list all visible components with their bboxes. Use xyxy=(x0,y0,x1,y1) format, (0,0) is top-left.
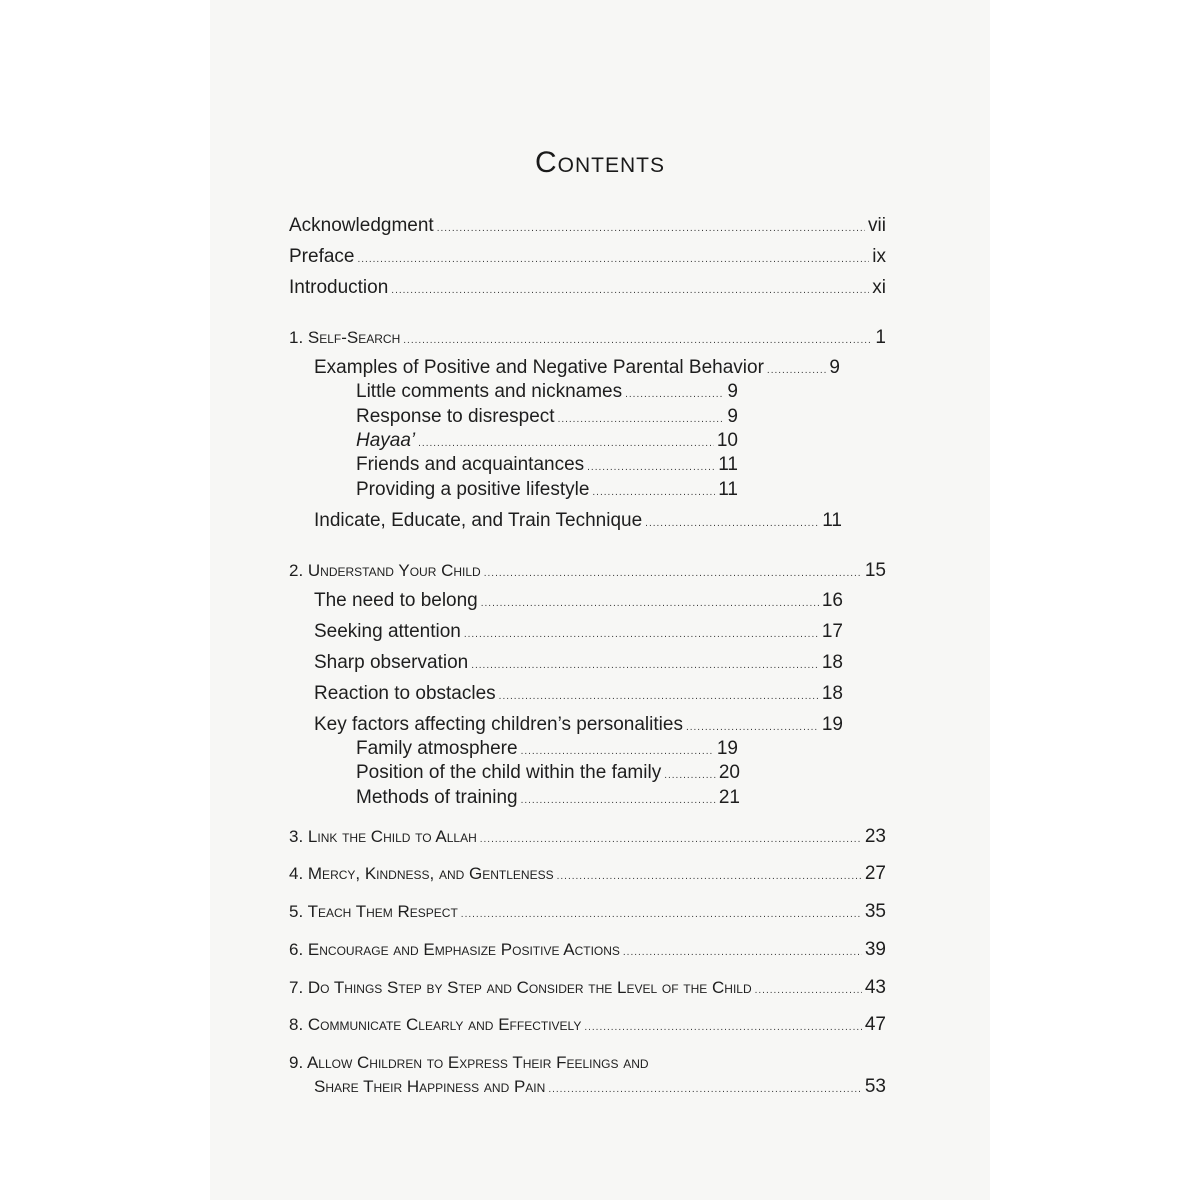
dot-leader xyxy=(471,654,819,678)
toc-entry-page: xi xyxy=(872,277,886,298)
toc-entry-label: Acknowledgment xyxy=(289,215,434,236)
toc-entry-label: Introduction xyxy=(289,277,389,298)
toc-section-page: 19 xyxy=(821,714,843,735)
toc-section-label: Sharp observation xyxy=(314,652,469,673)
toc-subsection xyxy=(356,429,738,456)
toc-chapter-1 xyxy=(289,326,886,353)
toc-section-page: 11 xyxy=(822,510,842,531)
toc-chapter-label-continued: Share Their Happiness and Pain xyxy=(314,1077,546,1096)
toc-entry-introduction xyxy=(289,276,886,303)
dot-leader xyxy=(461,903,862,927)
toc-subsection-label: Friends and acquaintances xyxy=(356,454,585,475)
toc-chapter-label: 1. Self-Search xyxy=(289,328,401,347)
toc-chapter-8 xyxy=(289,1013,886,1040)
toc-section-page: 17 xyxy=(821,621,843,642)
toc-chapter-label: 5. Teach Them Respect xyxy=(289,902,458,921)
toc-subsection-page: 19 xyxy=(716,738,738,759)
dot-leader xyxy=(584,1016,862,1040)
toc-chapter-5 xyxy=(289,900,886,927)
toc-subsection-page: 20 xyxy=(718,762,740,783)
toc-section xyxy=(314,682,843,709)
dot-leader xyxy=(521,789,716,813)
toc-entry-preface xyxy=(289,245,886,272)
toc-chapter-4 xyxy=(289,862,886,889)
toc-entry-acknowledgment xyxy=(289,214,886,241)
dot-leader xyxy=(767,359,827,383)
toc-chapter-3 xyxy=(289,825,886,852)
dot-leader xyxy=(391,279,869,303)
toc-chapter-page: 53 xyxy=(864,1076,886,1097)
toc-chapter-label: 6. Encourage and Emphasize Positive Actions xyxy=(289,940,620,959)
toc-subsection xyxy=(356,453,738,480)
toc-section xyxy=(314,509,842,536)
toc-subsection-page: 9 xyxy=(727,381,738,402)
toc-chapter-page: 39 xyxy=(864,939,886,960)
toc-section xyxy=(314,620,843,647)
dot-leader xyxy=(481,592,819,616)
toc-subsection-label: Response to disrespect xyxy=(356,406,555,427)
toc-section-label: The need to belong xyxy=(314,590,478,611)
toc-subsection xyxy=(356,737,738,764)
toc-subsection xyxy=(356,380,738,407)
dot-leader xyxy=(484,562,862,586)
dot-leader xyxy=(645,512,819,536)
toc-chapter-label: 7. Do Things Step by Step and Consider the Level of the Child xyxy=(289,978,752,997)
toc-subsection-label: Providing a positive lifestyle xyxy=(356,479,590,500)
toc-section-label: Examples of Positive and Negative Parental Behavior xyxy=(314,357,764,378)
toc-section-page: 9 xyxy=(829,357,840,378)
toc-section-page: 18 xyxy=(821,683,843,704)
toc-entry-label: Preface xyxy=(289,246,355,267)
dot-leader xyxy=(587,456,715,480)
dot-leader xyxy=(548,1078,862,1102)
toc-section xyxy=(314,713,843,740)
toc-chapter-7 xyxy=(289,976,886,1003)
toc-subsection-page: 21 xyxy=(718,787,740,808)
toc-entry-page: ix xyxy=(872,246,886,267)
toc-subsection xyxy=(356,478,738,505)
toc-subsection-page: 9 xyxy=(727,406,738,427)
dot-leader xyxy=(437,217,865,241)
dot-leader xyxy=(664,764,716,788)
toc-chapter-label: 2. Understand Your Child xyxy=(289,561,481,580)
toc-subsection-label: Family atmosphere xyxy=(356,738,518,759)
toc-subsection-label: Methods of training xyxy=(356,787,518,808)
dot-leader xyxy=(557,865,862,889)
toc-section-page: 18 xyxy=(821,652,843,673)
toc-chapter-page: 43 xyxy=(864,977,886,998)
dot-leader xyxy=(592,481,715,505)
toc-chapter-page: 27 xyxy=(864,863,886,884)
toc-subsection xyxy=(356,786,740,813)
toc-chapter-page: 15 xyxy=(864,560,886,581)
dot-leader xyxy=(403,329,872,353)
toc-section xyxy=(314,356,840,383)
toc-section xyxy=(314,589,843,616)
toc-section-label: Key factors affecting children’s personalities xyxy=(314,714,683,735)
toc-subsection-page: 11 xyxy=(718,479,738,500)
toc-chapter-label: 3. Link the Child to Allah xyxy=(289,827,477,846)
toc-chapter-9 xyxy=(314,1075,886,1102)
dot-leader xyxy=(625,383,724,407)
dot-leader xyxy=(464,623,819,647)
toc-subsection-page: 11 xyxy=(718,454,738,475)
toc-section-page: 16 xyxy=(821,590,843,611)
toc-chapter-page: 35 xyxy=(864,901,886,922)
toc-subsection xyxy=(356,761,740,788)
toc-subsection-label: Little comments and nicknames xyxy=(356,381,623,402)
toc-chapter-label: 8. Communicate Clearly and Effectively xyxy=(289,1015,582,1034)
toc-chapter-label: 4. Mercy, Kindness, and Gentleness xyxy=(289,864,554,883)
toc-subsection-label: Position of the child within the family xyxy=(356,762,662,783)
dot-leader xyxy=(623,941,862,965)
toc-section-label: Indicate, Educate, and Train Technique xyxy=(314,510,643,531)
toc-chapter-9-label: 9. Allow Children to Express Their Feelings and xyxy=(289,1053,649,1072)
toc-section xyxy=(314,651,843,678)
toc-entry-page: vii xyxy=(868,215,886,236)
toc-chapter-page: 47 xyxy=(864,1014,886,1035)
toc-section-label: Reaction to obstacles xyxy=(314,683,496,704)
toc-chapter-page: 1 xyxy=(875,327,886,348)
toc-subsection-label: Hayaa’ xyxy=(356,430,416,451)
toc-section-label: Seeking attention xyxy=(314,621,461,642)
dot-leader xyxy=(499,685,819,709)
toc-subsection xyxy=(356,405,738,432)
page-title: Contents xyxy=(535,146,665,179)
toc-chapter-page: 23 xyxy=(864,826,886,847)
dot-leader xyxy=(357,248,869,272)
dot-leader xyxy=(755,979,862,1003)
toc-chapter-2 xyxy=(289,559,886,586)
toc-subsection-page: 10 xyxy=(716,430,738,451)
toc-chapter-6 xyxy=(289,938,886,965)
dot-leader xyxy=(480,828,862,852)
